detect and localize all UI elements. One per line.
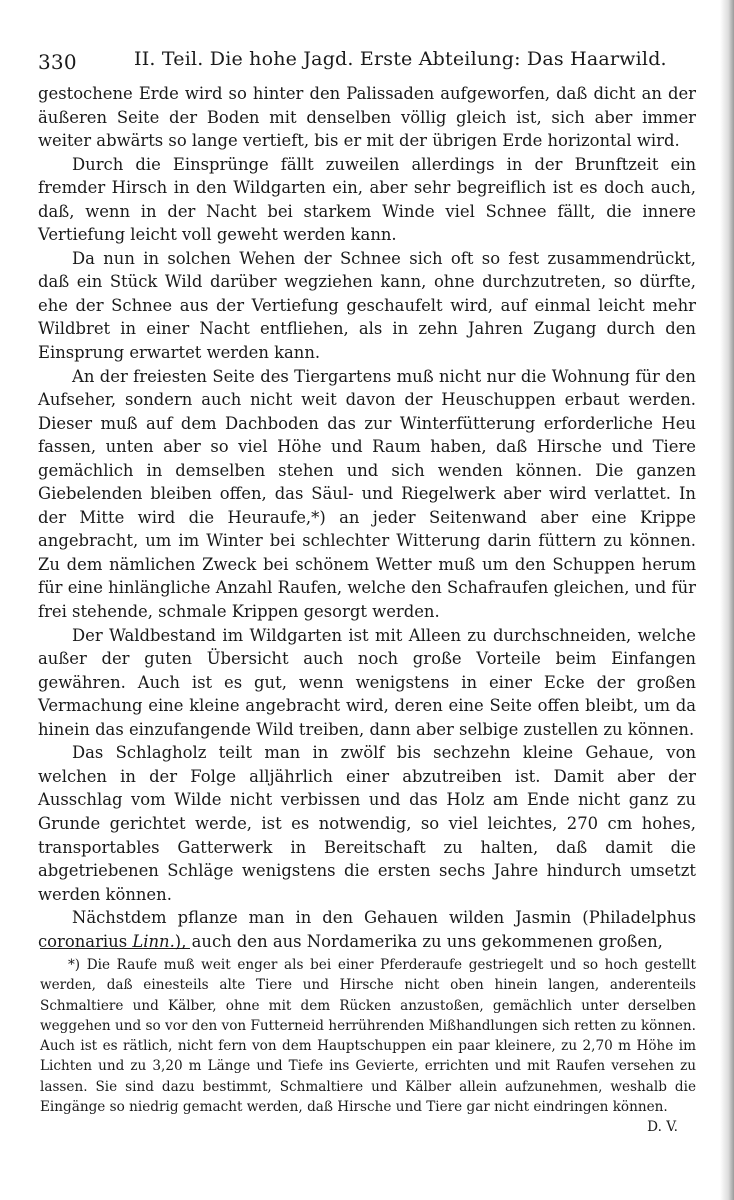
- paragraph-3: Da nun in solchen Wehen der Schnee sich oft so fest zusammendrückt, daß ein Stück Wild darüber wegziehen kann, ohne durchzutreten, so dürfte, ehe der Schnee aus der Vertiefung geschaufelt wird, auf einmal leicht mehr Wildbret in einer Nacht entfliehen, als in zehn Jahren Zugang durch den Einsprung erwartet werden kann.: [38, 248, 696, 363]
- paragraph-5: Der Waldbestand im Wildgarten ist mit Alleen zu durchschneiden, welche außer der guten Übersicht auch noch große Vorteile beim Einfangen gewähren. Auch ist es gut, wenn wenigstens in einer Ecke der großen Vermachung eine kleine angebracht wird, deren eine Seite offen bleibt, um da hinein das einzufangende Wild treiben, dann aber selbige zustellen zu können.: [38, 625, 696, 739]
- footnote-text: *) Die Raufe muß weit enger als bei einer Pferderaufe gestriegelt und so hoch gestellt werden, daß einesteils alte Tiere und Hirsche nicht oben hinein langen, anderenteils Schmaltiere und Kälber, ohne mit dem Rücken anzustoßen, gemächlich unter derselben weggehen und so vor den von Futterneid herrührenden Mißhandlungen sich retten zu können. Auch ist es rätlich, nicht fern von dem Hauptschuppen ein paar kleinere, zu 2,70 m Höhe im Lichten und zu 3,20 m Länge und Tiefe ins Gevierte, errichten und mit Raufen versehen zu lassen. Sie sind dazu bestimmt, Schmaltiere und Kälber allein aufzunehmen, weshalb die Eingänge so niedrig gemacht werden, daß Hirsche und Tiere gar nicht eindringen können.: [40, 957, 696, 1116]
- running-title: II. Teil. Die hohe Jagd. Erste Abteilung: Das Haarwild.: [134, 48, 667, 70]
- footnote-rule: [40, 948, 190, 949]
- paragraph-7: [38, 906, 696, 953]
- paragraph-4: An der freiesten Seite des Tiergartens muß nicht nur die Wohnung für den Aufseher, sondern auch nicht weit davon der Heuschuppen erbaut werden. Dieser muß auf dem Dachboden das zur Winterfütterung erforderliche Heu fassen, unten aber so viel Höhe und Raum haben, daß Hirsche und Tiere gemächlich in demselben stehen und sich wenden können. Die ganzen Giebelenden bleiben offen, das Säul- und Riegelwerk aber wird verlattet. In der Mitte wird die Heuraufe,*) an jeder Seitenwand aber eine Krippe angebracht, um im Winter bei schlechter Witterung darin füttern zu können. Zu dem nämlichen Zweck bei schönem Wetter muß um den Schuppen herum für eine hinlängliche Anzahl Raufen, welche den Schafraufen gleichen, und für frei stehende, schmale Krippen gesorgt werden.: [38, 366, 696, 622]
- page-number: 330: [38, 50, 77, 74]
- body-text: [38, 82, 696, 953]
- footnote: [40, 955, 696, 1138]
- paragraph-1: gestochene Erde wird so hinter den Palissaden aufgeworfen, daß dicht an der äußeren Seite der Boden mit denselben völlig gleich ist, sich aber immer weiter abwärts so lange vertieft, bis er mit der übrigen Erde horizontal wird.: [38, 84, 696, 151]
- footnote-paragraph: [40, 955, 696, 1136]
- paragraph-7-end: ), auch den aus Nordamerika zu uns gekommenen großen,: [174, 931, 663, 951]
- page-header: [38, 44, 698, 78]
- page-edge-shadow: [720, 0, 734, 1200]
- author-abbreviation: Linn.: [132, 931, 175, 951]
- footnote-signature: D. V.: [647, 1119, 678, 1136]
- paragraph-7-start: Nächstdem pflanze man in den Gehauen wilden Jasmin (Philadelphus coronarius: [38, 908, 696, 951]
- paragraph-2: Durch die Einsprünge fällt zuweilen allerdings in der Brunftzeit ein fremder Hirsch in den Wildgarten ein, aber sehr begreiflich ist es doch auch, daß, wenn in der Nacht bei starkem Winde viel Schnee fällt, die innere Vertiefung leicht voll geweht werden kann.: [38, 154, 696, 245]
- paragraph-6: Das Schlagholz teilt man in zwölf bis sechzehn kleine Gehaue, von welchen in der Folge alljährlich einer abzutreiben ist. Damit aber der Ausschlag vom Wilde nicht verbissen und das Holz am Ende nicht ganz zu Grunde gerichtet werde, ist es notwendig, so viel leichtes, 270 cm hohes, transportables Gatterwerk in Bereitschaft zu halten, daß damit die abgetriebenen Schläge wenigstens die ersten sechs Jahre hindurch umsetzt werden können.: [38, 743, 696, 904]
